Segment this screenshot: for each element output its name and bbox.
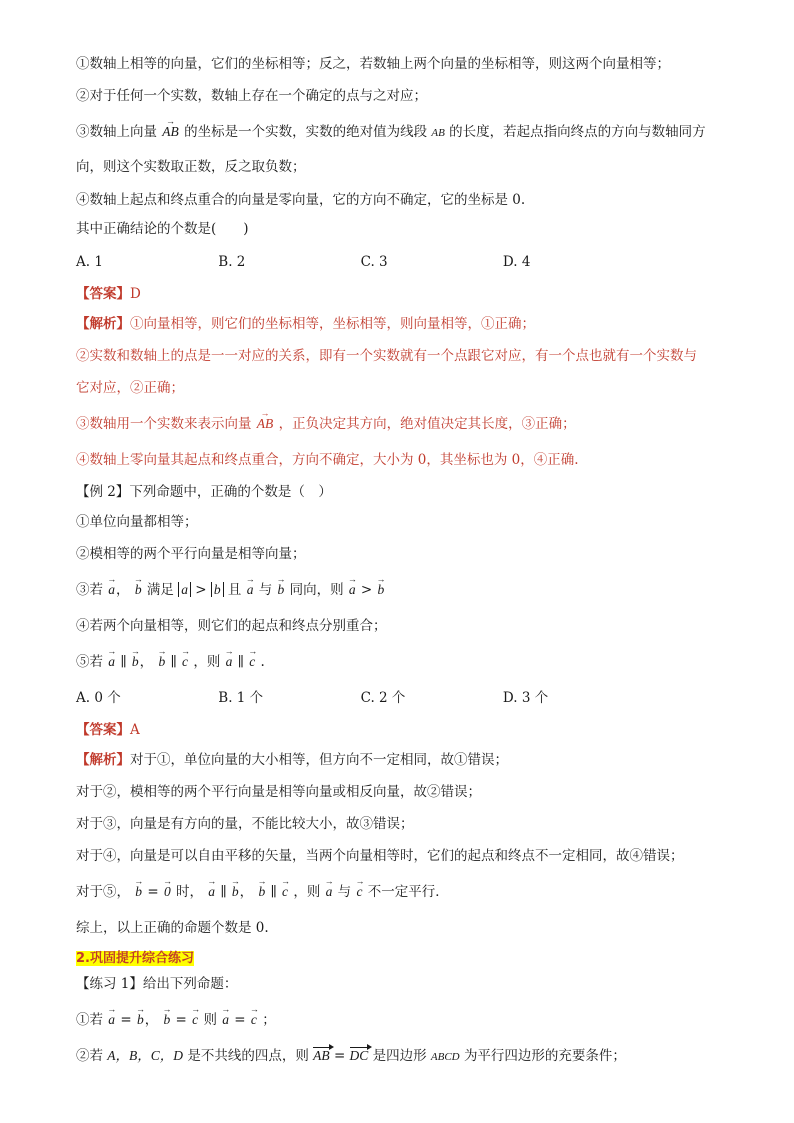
ex2-prop-2: ②模相等的两个平行向量是相等向量；	[76, 546, 306, 562]
equals: =	[333, 1048, 346, 1064]
p2-prefix: ②若	[76, 1048, 103, 1064]
prop-3-prefix: ③若	[76, 582, 103, 598]
analysis-ex2-1	[76, 750, 734, 770]
ex2-prop-1: ①单位向量都相等；	[76, 514, 198, 530]
p1-text: 则	[203, 1012, 217, 1028]
analysis-tag: 【解析】	[76, 752, 130, 768]
vector-c: → c	[191, 1010, 199, 1030]
analysis-q1-3	[76, 414, 734, 434]
parallel-symbol: ∥	[237, 654, 244, 670]
answer-value: A	[130, 722, 140, 738]
analysis-ex2-2: 对于②，模相等的两个平行向量是相等向量或相反向量，故②错误；	[76, 784, 481, 800]
statement-2: ②对于任何一个实数，数轴上存在一个确定的点与之对应；	[76, 88, 427, 104]
vector-ab: → AB	[256, 414, 275, 434]
analysis-5-prefix: 对于⑤，	[76, 884, 130, 900]
question-stem: 其中正确结论的个数是( )	[76, 221, 249, 237]
prop-5-text: ，则	[193, 654, 221, 670]
vector-b: → b	[377, 580, 386, 600]
parallel-symbol: ∥	[120, 654, 127, 670]
comma: ，	[144, 1012, 159, 1028]
analysis-3-suffix: ，正负决定其方向，绝对值决定其长度，③正确；	[278, 416, 576, 432]
analysis-text: ①向量相等，则它们的坐标相等，坐标相等，则向量相等，①正确；	[130, 316, 535, 332]
statement-4: ④数轴上起点和终点重合的向量是零向量，它的方向不确定，它的坐标是 0.	[76, 192, 526, 208]
vector-a: → a	[246, 580, 255, 600]
analysis-3-prefix: ③数轴用一个实数来表示向量	[76, 416, 252, 432]
parallel-symbol: ∥	[170, 654, 177, 670]
vector-a: → a	[107, 1010, 116, 1030]
choices-ex2	[76, 688, 734, 708]
vector-a: → a	[107, 580, 116, 600]
ex2-prop-3	[76, 580, 734, 600]
vector-c: → c	[355, 882, 363, 902]
p1-prefix: ①若	[76, 1012, 103, 1028]
practice-1-prop-1	[76, 1010, 734, 1030]
section-title: 2.巩固提升综合练习	[76, 951, 194, 966]
analysis-ex2-5	[76, 882, 734, 902]
vector-b: → b	[131, 652, 140, 672]
vector-b: → b	[134, 882, 143, 902]
vector-b: → b	[163, 1010, 172, 1030]
choices-q1	[76, 252, 734, 272]
semicolon: ；	[262, 1012, 276, 1028]
choice-a: A. 0 个	[76, 690, 121, 706]
analysis-ex2-4: 对于④，向量是可以自由平移的矢量，当两个向量相等时，它们的起点和终点不一定相同，故④错误；	[76, 848, 684, 864]
prop-3-text: 且	[227, 582, 242, 598]
zero-vector: → 0	[163, 882, 172, 902]
summary: 综上，以上正确的命题个数是 0.	[76, 920, 269, 936]
statement-3-line-2: 向，则这个实数取正数，反之取负数；	[76, 159, 306, 175]
choice-a: A. 1	[76, 254, 103, 270]
vector-dc: DC	[350, 1046, 369, 1066]
answer-value: D	[130, 286, 141, 302]
choice-d: D. 3 个	[502, 690, 549, 706]
statement-3-text-2: 的长度，若起点指向终点的方向与数轴同方	[449, 124, 706, 140]
quadrilateral-abcd: ABCD	[430, 1051, 460, 1063]
comma: ，	[116, 582, 130, 598]
parallel-symbol: ∥	[270, 884, 277, 900]
answer-tag: 【答案】	[76, 286, 130, 302]
p2-suffix: 为平行四边形的充要条件；	[463, 1048, 626, 1064]
statement-3-text: 的坐标是一个实数，实数的绝对值为线段	[184, 124, 428, 140]
analysis-text: 对于①，单位向量的大小相等，但方向不一定相同，故①错误；	[130, 752, 508, 768]
vector-b: → b	[136, 1010, 145, 1030]
prop-3-text: 同向，则	[289, 582, 344, 598]
vector-b: → b	[231, 882, 240, 902]
p2-text: 是四边形	[372, 1048, 427, 1064]
p2-text: 是不共线的四点，则	[187, 1048, 309, 1064]
ex2-prop-5	[76, 652, 734, 672]
analysis-q1-2: ②实数和数轴上的点是一一对应的关系，即有一个实数就有一个点跟它对应，有一个点也就有一个实数与	[76, 348, 697, 364]
analysis-5-text: ，则	[293, 884, 321, 900]
equals: =	[147, 884, 159, 900]
abs-a: a	[178, 582, 191, 597]
equals: =	[175, 1012, 187, 1028]
section-heading	[76, 948, 734, 969]
points-abcd: A，B，C，D	[107, 1048, 184, 1063]
prop-3-text: 满足	[146, 582, 174, 598]
practice-1-title: 【练习 1】给出下列命题：	[76, 976, 238, 992]
choice-c: C. 3	[360, 254, 388, 270]
vector-b: → b	[157, 652, 166, 672]
vector-c: → c	[250, 1010, 258, 1030]
period: .	[260, 654, 265, 670]
parallel-symbol: ∥	[220, 884, 227, 900]
example-2-title: 【例 2】下列命题中，正确的个数是（ ）	[76, 484, 332, 500]
vector-b: → b	[134, 580, 143, 600]
choice-b: B. 1 个	[218, 690, 264, 706]
practice-1-prop-2	[76, 1046, 734, 1067]
greater-than: >	[360, 582, 373, 598]
comma: ，	[139, 654, 154, 670]
choice-d: D. 4	[502, 254, 531, 270]
vector-b: → b	[277, 580, 286, 600]
statement-3-prefix: ③数轴上向量	[76, 124, 157, 140]
analysis-q1-1	[76, 314, 734, 334]
prop-3-text: 与	[258, 582, 273, 598]
vector-a: → a	[107, 652, 116, 672]
vector-c: → c	[248, 652, 256, 672]
prop-5-prefix: ⑤若	[76, 654, 103, 670]
statement-3-line-1	[76, 122, 734, 143]
analysis-ex2-3: 对于③，向量是有方向的量，不能比较大小，故③错误；	[76, 816, 414, 832]
statement-1: ①数轴上相等的向量，它们的坐标相等；反之，若数轴上两个向量的坐标相等，则这两个向量相等；	[76, 56, 670, 72]
analysis-5-suffix: 不一定平行．	[367, 884, 449, 900]
answer-q1	[76, 284, 734, 304]
choice-b: B. 2	[218, 254, 246, 270]
choice-c: C. 2 个	[360, 690, 406, 706]
vector-a: → a	[225, 652, 234, 672]
analysis-q1-4: ④数轴上零向量其起点和终点重合，方向不确定，大小为 0，其坐标也为 0，④正确.	[76, 452, 579, 468]
ex2-prop-4: ④若两个向量相等，则它们的起点和终点分别重合；	[76, 618, 387, 634]
vector-ab: AB	[313, 1046, 330, 1066]
vector-a: → a	[207, 882, 216, 902]
vector-a: → a	[221, 1010, 230, 1030]
answer-tag: 【答案】	[76, 722, 130, 738]
vector-c: → c	[181, 652, 189, 672]
equals: =	[120, 1012, 132, 1028]
answer-ex2	[76, 720, 734, 740]
vector-ab: → AB	[161, 122, 180, 142]
vector-a: → a	[325, 882, 334, 902]
analysis-5-text: 与	[337, 884, 352, 900]
analysis-tag: 【解析】	[76, 316, 130, 332]
comma: ，	[239, 884, 254, 900]
analysis-5-text: 时，	[176, 884, 203, 900]
analysis-q1-2b: 它对应，②正确；	[76, 380, 184, 396]
vector-b: → b	[257, 882, 266, 902]
segment-ab: AB	[431, 127, 445, 139]
vector-c: → c	[281, 882, 289, 902]
abs-b: b	[211, 582, 224, 597]
greater-than: >	[195, 582, 207, 598]
equals: =	[234, 1012, 246, 1028]
vector-a: → a	[348, 580, 357, 600]
